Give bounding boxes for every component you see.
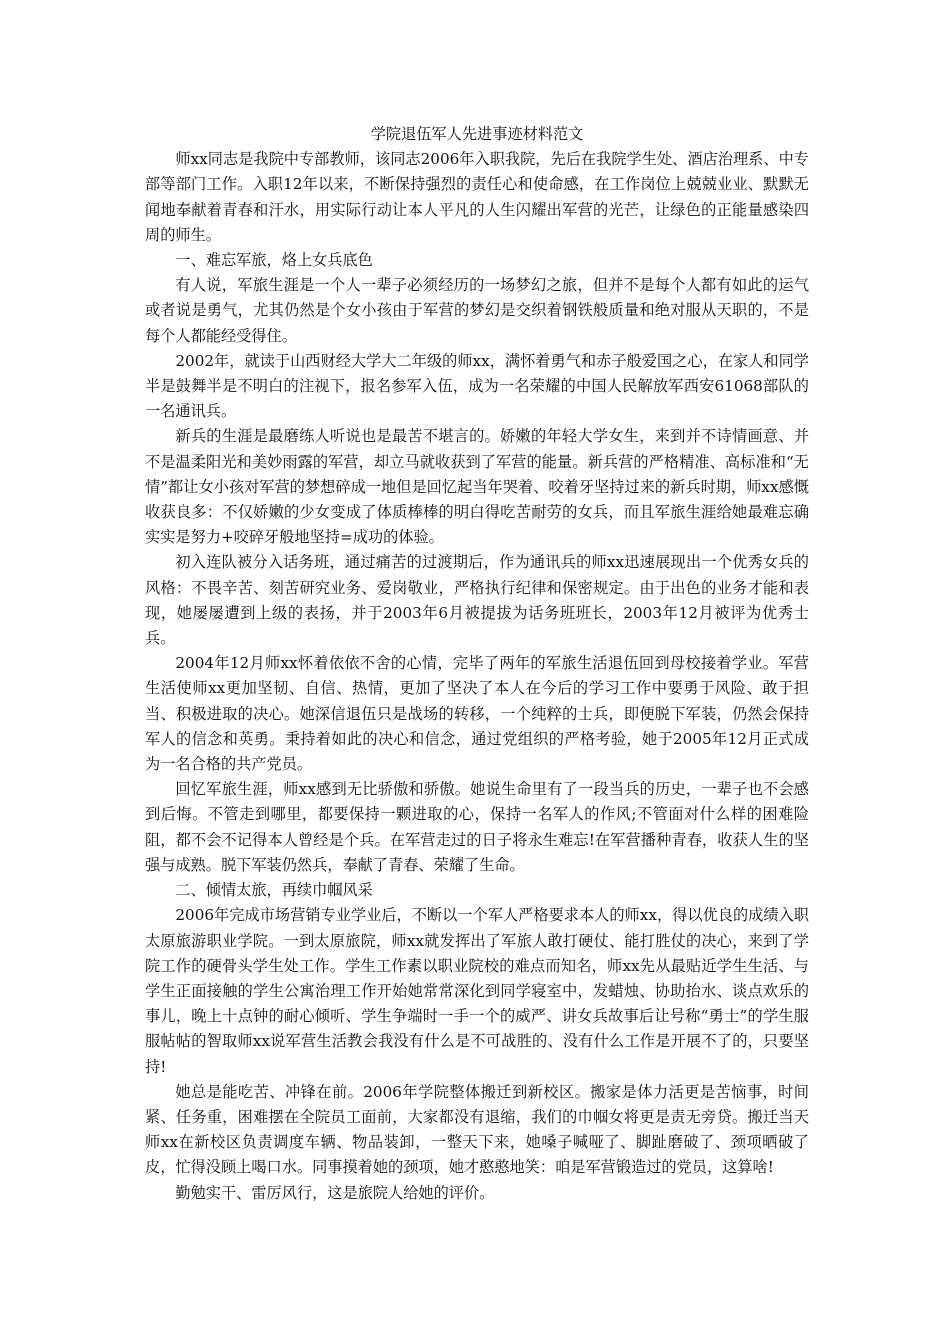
section-heading: 二、倾情太旅，再续巾帼风采: [175, 881, 373, 900]
paragraph: 她总是能吃苦、冲锋在前。2006年学院整体搬迁到新校区。搬家是体力活更是苦恼事，时间紧、任务重，困难摆在全院员工面前，大家都没有退缩，我们的巾帼女将更是责无旁贷。搬迁当天师xx在新校区负责调度车辆、物品装卸，一整天下来，她嗓子喊哑了、脚趾磨破了、颈项晒破了皮，忙得没顾上喝口水。同事摸着她的颈项，她才憨憨地笑：咱是军营锻造过的党员，这算啥!: [145, 1082, 809, 1177]
paragraph: 回忆军旅生涯，师xx感到无比骄傲和骄傲。她说生命里有了一段当兵的历史，一辈子也不会感到后悔。不管走到哪里，都要保持一颗进取的心，保持一名军人的作风;不管面对什么样的困难险阻，都不会不记得本人曾经是个兵。在军营走过的日子将永生难忘!在军营播种青春，收获人生的坚强与成熟。脱下军装仍然兵，奉献了青春、荣耀了生命。: [145, 780, 809, 874]
paragraph: 师xx同志是我院中专部教师，该同志2006年入职我院，先后在我院学生处、酒店治理系、中专部等部门工作。入职12年以来，不断保持强烈的责任心和使命感，在工作岗位上兢兢业业、默默无闻地奉献着青春和汗水，用实际行动让本人平凡的人生闪耀出军营的光芒，让绿色的正能量感染四周的师生。: [145, 150, 809, 244]
paragraph: 2006年完成市场营销专业学业后，不断以一个军人严格要求本人的师xx，得以优良的成绩入职太原旅游职业学院。一到太原旅院，师xx就发挥出了军旅人敢打硬仗、能打胜仗的决心，来到了学院工作的硬骨头学生处工作。学生工作素以职业院校的难点而知名，师xx先从最贴近学生生活、与学生正面接触的学生公寓治理工作开始她常常深化到同学寝室中，发蜡烛、协助抬水、谈点欢乐的事儿，晚上十点钟的耐心倾听、学生争端时一手一个的威严、讲女兵故事后让号称“勇士”的学生服服帖帖的智取师xx说军营生活教会我没有什么是不可战胜的、没有什么工作是开展不了的，只要坚持!: [145, 906, 809, 1076]
paragraph: 勤勉实干、雷厉风行，这是旅院人给她的评价。: [175, 1183, 495, 1202]
document-body: [145, 147, 809, 1206]
document-page: [145, 122, 809, 1206]
document-title: 学院退伍军人先进事迹材料范文: [370, 125, 584, 143]
paragraph: 2002年，就读于山西财经大学大二年级的师xx，满怀着勇气和赤子般爱国之心，在家人和同学半是鼓舞半是不明白的注视下，报名参军入伍，成为一名荣耀的中国人民解放军西安61068部队的一名通讯兵。: [145, 351, 809, 421]
paragraph: 新兵的生涯是最磨练人听说也是最苦不堪言的。娇嫩的年轻大学女生，来到并不诗情画意、并不是温柔阳光和美妙雨露的军营，却立马就收获到了军营的能量。新兵营的严格精准、高标准和“无情”都让女小孩对军营的梦想碎成一地但是回忆起当年哭着、咬着牙坚持过来的新兵时期，师xx感慨收获良多：不仅娇嫩的少女变成了体质棒棒的明白得吃苦耐劳的女兵，而且军旅生涯给她最难忘确实实是努力+咬碎牙般地坚持=成功的体验。: [145, 427, 809, 547]
section-heading: 一、难忘军旅，烙上女兵底色: [175, 251, 373, 270]
paragraph: 有人说，军旅生涯是一个人一辈子必须经历的一场梦幻之旅，但并不是每个人都有如此的运气或者说是勇气，尤其仍然是个女小孩由于军营的梦幻是交织着钢铁般质量和绝对服从天职的，不是每个人都能经受得住。: [145, 276, 809, 345]
paragraph: 2004年12月师xx怀着依依不舍的心情，完毕了两年的军旅生活退伍回到母校接着学业。军营生活使师xx更加坚韧、自信、热情，更加了坚决了本人在今后的学习工作中要勇于风险、敢于担当、积极进取的决心。她深信退伍只是战场的转移，一个纯粹的士兵，即便脱下军装，仍然会保持军人的信念和英勇。秉持着如此的决心和信念，通过党组织的严格考验，她于2005年12月正式成为一名合格的共产党员。: [145, 654, 809, 774]
paragraph: 初入连队被分入话务班，通过痛苦的过渡期后，作为通讯兵的师xx迅速展现出一个优秀女兵的风格：不畏辛苦、刻苦研究业务、爱岗敬业，严格执行纪律和保密规定。由于出色的业务才能和表现，她屡屡遭到上级的表扬，并于2003年6月被提拔为话务班班长，2003年12月被评为优秀士兵。: [145, 553, 809, 648]
